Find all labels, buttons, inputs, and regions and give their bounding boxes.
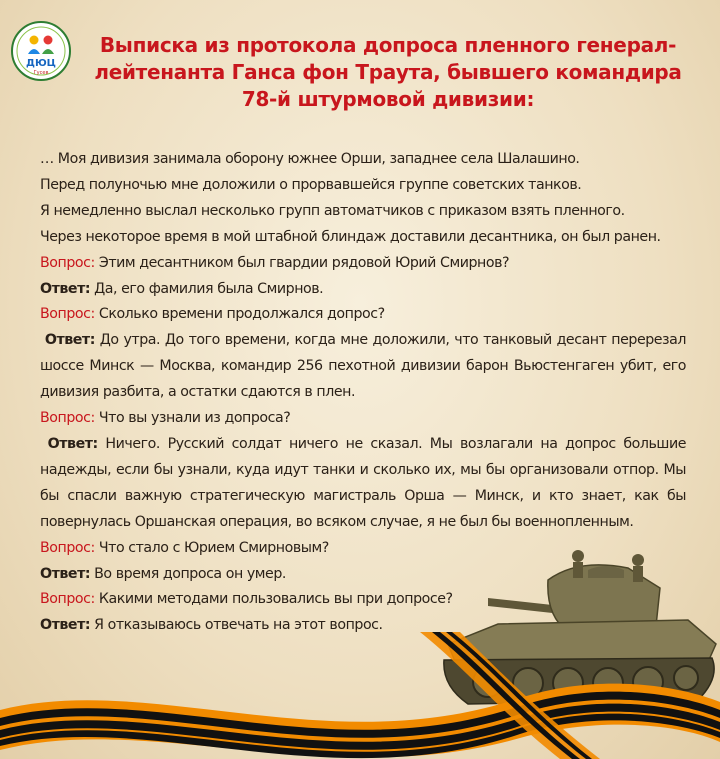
answer-text: Да, его фамилия была Смирнов.: [90, 280, 324, 297]
question-text: Какими методами пользовались вы при допросе?: [94, 591, 453, 608]
question-label: Вопрос:: [40, 410, 95, 427]
answer-label: Ответ:: [44, 332, 95, 349]
answer-text: Я отказываюсь отвечать на этот вопрос.: [90, 617, 383, 634]
st-george-ribbon: [0, 632, 720, 759]
answer: [40, 277, 686, 303]
answer-text: До утра. До того времени, когда мне доложили, что танковый десант перерезал шоссе Минск — Москва, командир 256 пехотной дивизии барон Вьюстенгаген убит, его дивизия разбита, а остатки сдаются в плен.: [40, 332, 687, 401]
answer: [40, 432, 686, 536]
question: [40, 251, 686, 277]
question-label: Вопрос:: [40, 539, 95, 556]
intro-line: Я немедленно выслал несколько групп автоматчиков с приказом взять пленного.: [40, 202, 625, 219]
ribbon-icon: [0, 632, 720, 759]
question-label: Вопрос:: [40, 254, 95, 271]
title-line-3: 78-й штурмовой дивизии:: [241, 87, 535, 111]
logo: [10, 20, 72, 82]
answer-text: Во время допроса он умер.: [90, 565, 286, 582]
intro-line: … Моя дивизия занимала оборону южнее Орши, западнее села Шалашино.: [40, 151, 580, 167]
title-line-1: Выписка из протокола допроса пленного генерал-: [99, 33, 677, 57]
intro-line: Через некоторое время в мой штабной блиндаж доставили десантника, он был ранен.: [40, 228, 661, 245]
question-text: Что стало с Юрием Смирновым?: [94, 539, 329, 556]
answer-label: Ответ:: [40, 617, 91, 634]
question-label: Вопрос:: [40, 591, 95, 608]
question: [40, 406, 686, 432]
answer: [40, 328, 686, 406]
question-text: Этим десантником был гвардии рядовой Юрий Смирнов?: [94, 254, 510, 271]
answer-label: Ответ:: [40, 565, 91, 582]
title-line-2: лейтенанта Ганса фон Траута, бывшего командира: [94, 60, 682, 84]
intro-line: Перед полуночью мне доложили о прорвавшейся группе советских танков.: [40, 176, 582, 193]
answer-text: Ничего. Русский солдат ничего не сказал. Мы возлагали на допрос большие надежды, если бы узнали, куда идут танки и сколько их, мы бы организовали отпор. Мы бы спасли важную стратегическую магистраль Орша — Минск, и кто знает, как бы повернулась Оршанская операция, во всяком случае, я не был бы военнопленным.: [40, 435, 686, 530]
question: [40, 302, 686, 328]
answer-label: Ответ:: [47, 435, 98, 452]
page-title: [88, 32, 688, 113]
logo-subtext: Гусев: [33, 70, 49, 76]
question-text: Сколько времени продолжался допрос?: [94, 306, 385, 323]
question-label: Вопрос:: [40, 306, 95, 323]
question-text: Что вы узнали из допроса?: [94, 410, 291, 427]
logo-text: ДЮЦ: [26, 58, 56, 69]
answer-label: Ответ:: [40, 280, 91, 297]
